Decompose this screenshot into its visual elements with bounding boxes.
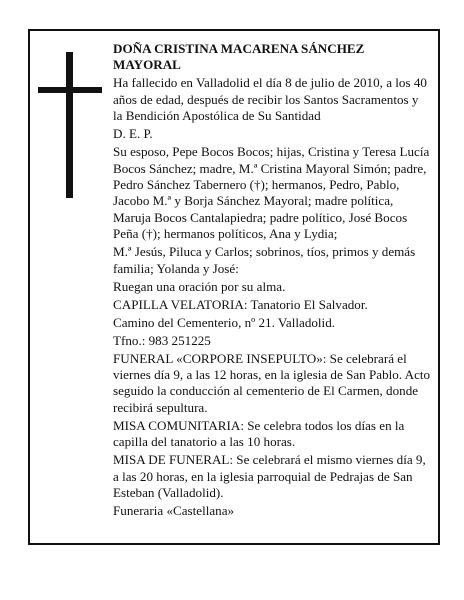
cross-vertical-bar <box>66 52 73 198</box>
prayer-request: Ruegan una oración por su alma. <box>113 278 286 294</box>
family-paragraph-continued: M.ª Jesús, Piluca y Carlos; sobrinos, tíos, primos y demás familia; Yolanda y José: <box>113 244 416 276</box>
cross-icon <box>38 52 102 198</box>
funeral-mass-paragraph: MISA DE FUNERAL: Se celebrará el mismo viernes día 9, a las 20 horas, en la iglesia parroquial de Pedrajas de San Esteban (Valladolid). <box>113 452 426 501</box>
announcement-paragraph: Ha fallecido en Valladolid el día 8 de julio de 2010, a los 40 años de edad, después de recibir los Santos Sacramentos y la Bendición Apostólica de Su Santidad <box>113 75 427 124</box>
funeral-paragraph: FUNERAL «CORPORE INSEPULTO»: Se celebrará el viernes día 9, a las 12 horas, en la iglesia de San Pablo. Acto seguido la conducción al cementerio de El Carmen, donde recibirá sepultura. <box>113 350 431 415</box>
family-paragraph: Su esposo, Pepe Bocos Bocos; hijas, Cristina y Teresa Lucía Bocos Sánchez; madre, M.ª Cristina Mayoral Simón; padre, Pedro Sánchez Tabernero (†); hermanos, Pedro, Pablo, Jacobo M.ª y Borja Sánchez Mayoral; madre política, Maruja Bocos Cantalapiedra; padre político, José Bocos Peña (†); hermanos políticos, Ana y Lydia; <box>113 144 430 242</box>
funeral-home: Funeraria «Castellana» <box>113 503 235 519</box>
cross-horizontal-bar <box>38 87 102 93</box>
deceased-name: DOÑA CRISTINA MACARENA SÁNCHEZ MAYORAL <box>113 41 365 73</box>
rip-line: D. E. P. <box>113 126 153 142</box>
chapel-address: Camino del Cementerio, nº 21. Valladolid. <box>113 314 336 330</box>
obituary-text <box>113 41 431 521</box>
community-mass-paragraph: MISA COMUNITARIA: Se celebra todos los días en la capilla del tanatorio a las 10 horas. <box>113 417 405 450</box>
chapel-phone: Tfno.: 983 251225 <box>113 332 211 348</box>
chapel-line: CAPILLA VELATORIA: Tanatorio El Salvador. <box>113 296 368 312</box>
